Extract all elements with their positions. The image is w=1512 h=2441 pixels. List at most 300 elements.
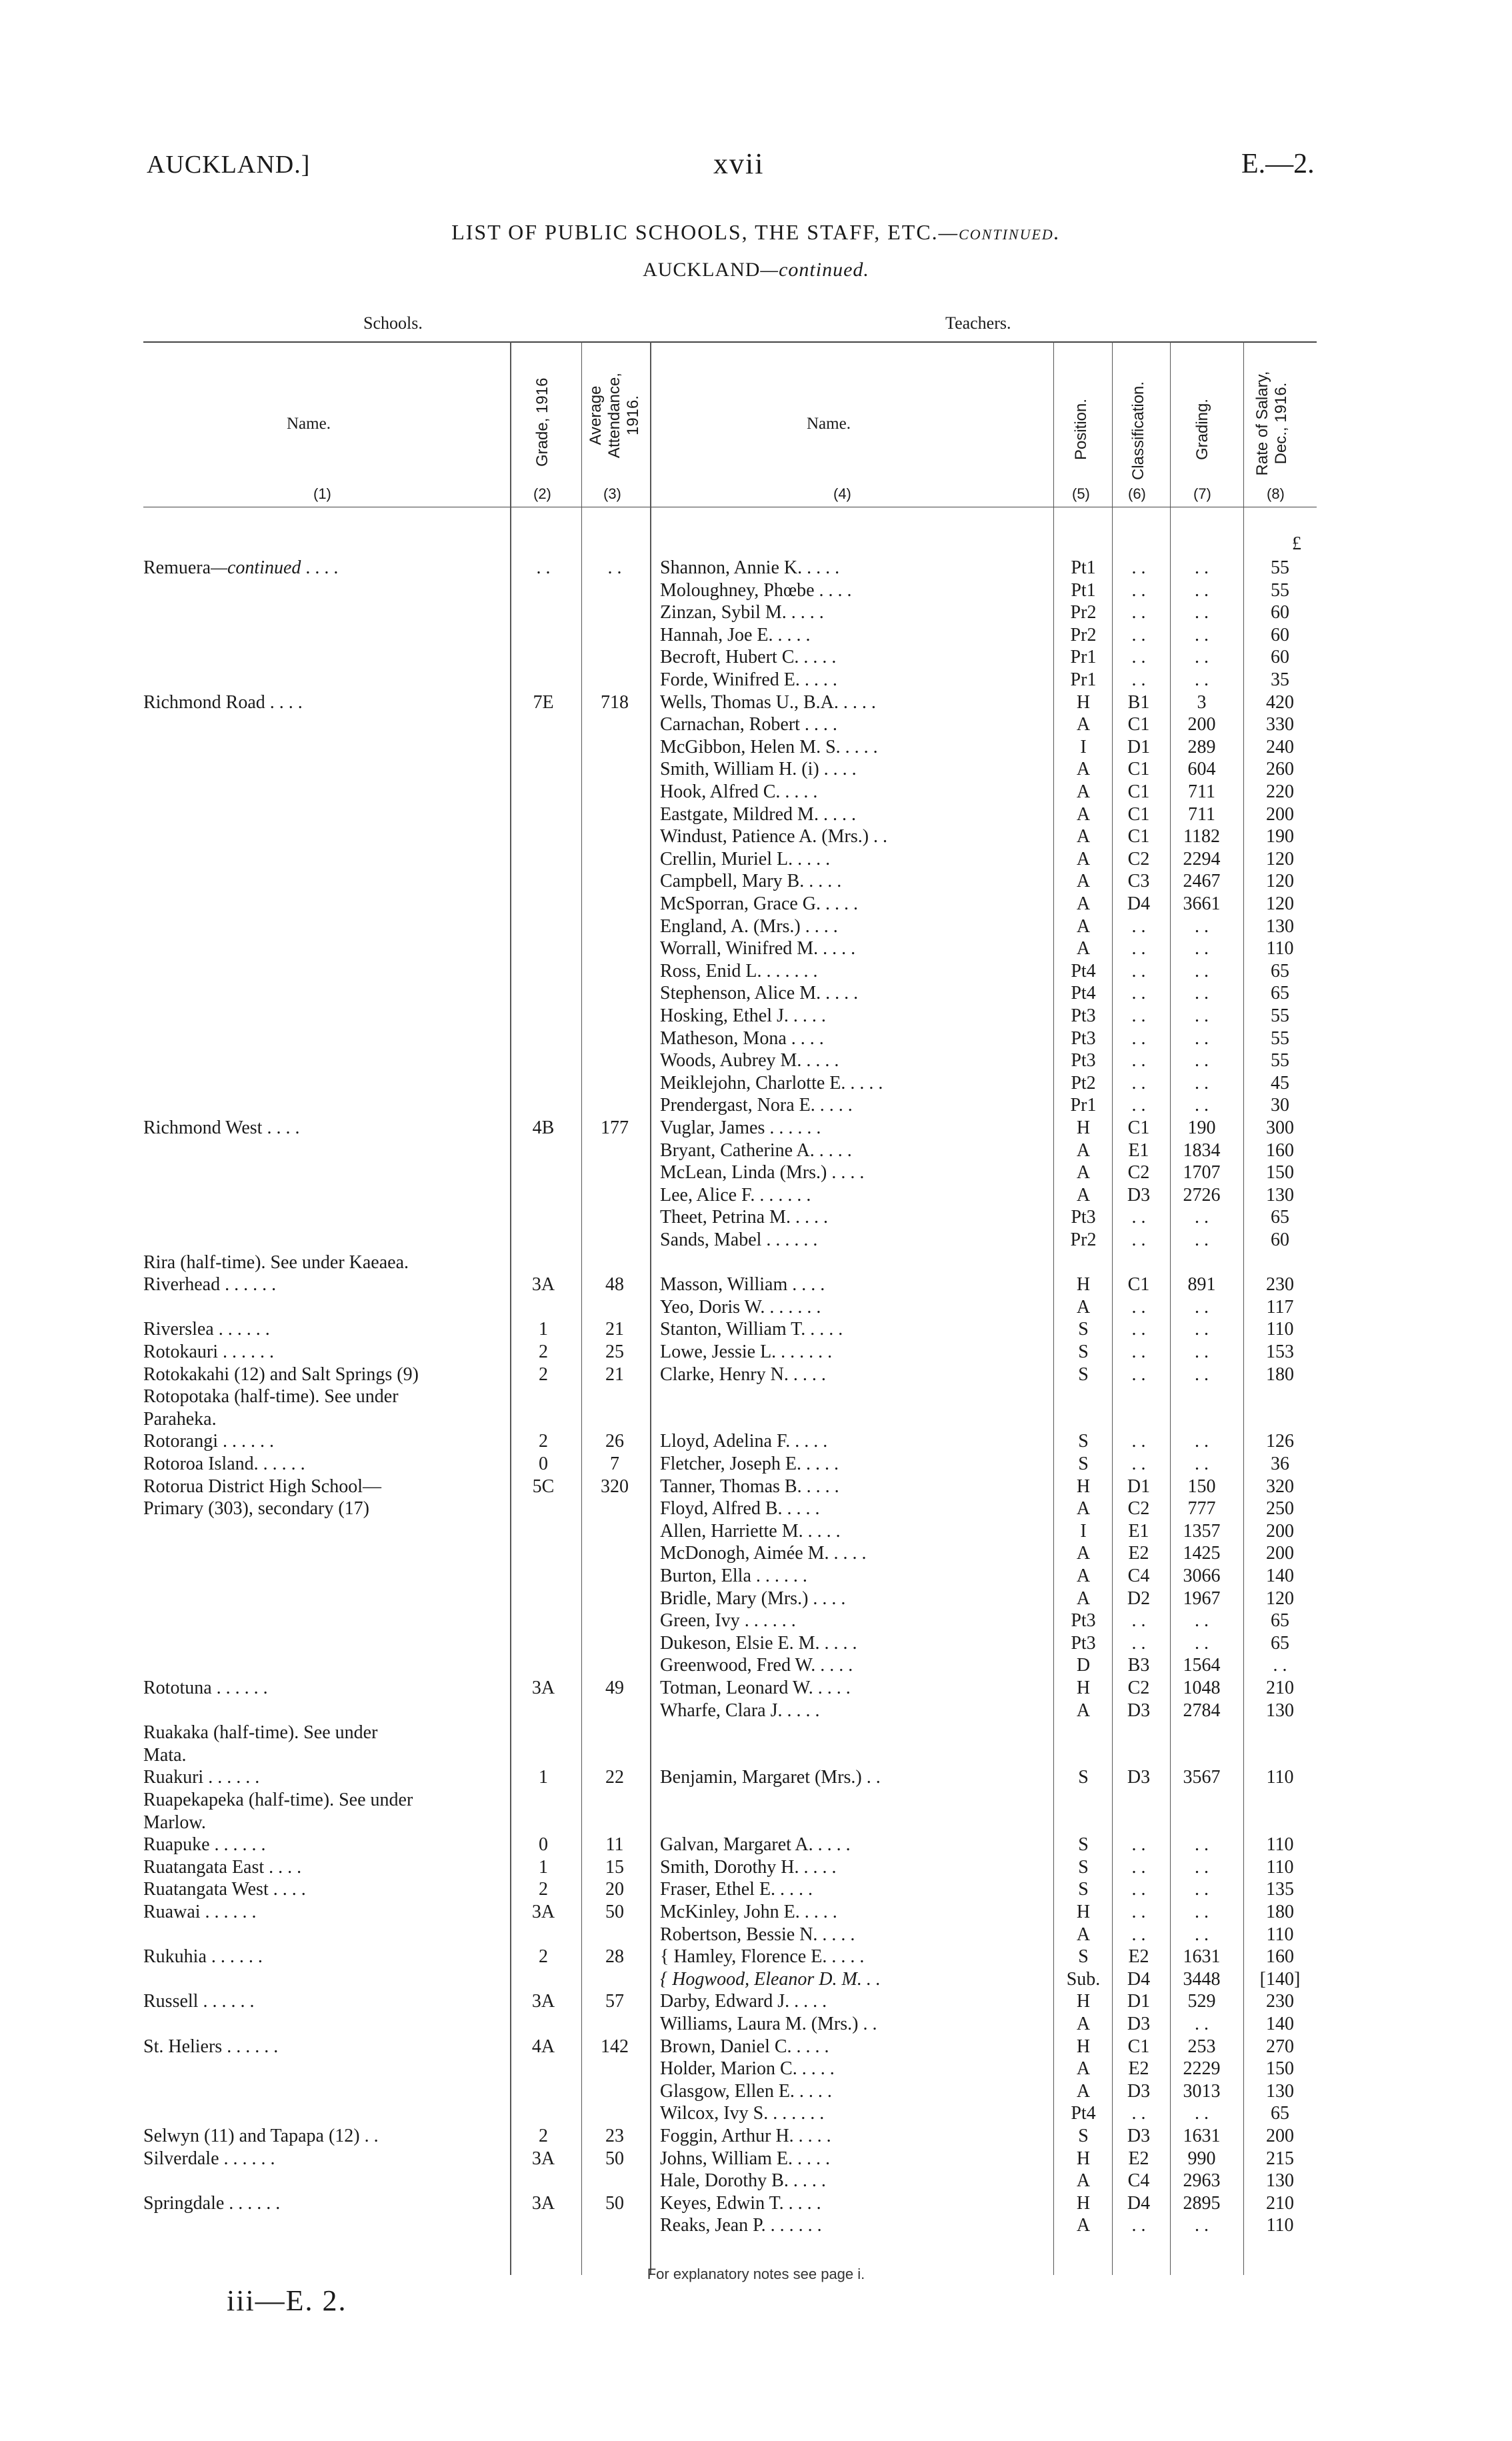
grading-cell: 711 — [1188, 781, 1215, 802]
table-row — [0, 2192, 1512, 2215]
teacher-name-cell: { Hogwood, Eleanor D. M. . . — [660, 1969, 881, 1990]
salary-cell: 130 — [1266, 2081, 1294, 2102]
salary-cell: 55 — [1271, 1028, 1289, 1049]
position-cell: A — [1076, 1588, 1091, 1609]
table-row — [0, 1654, 1512, 1677]
school-cell: Rotorua District High School— — [143, 1476, 381, 1497]
table-row — [0, 1856, 1512, 1879]
teacher-name-cell: { Hamley, Florence E. . . . . — [660, 1946, 865, 1967]
grade-cell: 2 — [539, 1342, 548, 1362]
teacher-name-cell: Sands, Mabel . . . . . . — [660, 1230, 818, 1250]
school-cell: Richmond Road . . . . — [143, 692, 303, 713]
table-row — [0, 669, 1512, 691]
teacher-name-cell: Stephenson, Alice M. . . . . — [660, 983, 859, 1003]
classification-cell: D1 — [1127, 737, 1151, 757]
teacher-name-cell: Foggin, Arthur H. . . . . — [660, 2126, 831, 2146]
table-row — [0, 601, 1512, 624]
grade-cell: 3A — [531, 1678, 555, 1698]
salary-cell: 260 — [1266, 759, 1294, 779]
attendance-cell: 142 — [601, 2036, 629, 2057]
teacher-name-cell: Hannah, Joe E. . . . . — [660, 625, 811, 645]
salary-cell: 140 — [1266, 1566, 1294, 1586]
salary-cell: 130 — [1266, 1700, 1294, 1721]
classification-cell: D3 — [1127, 1700, 1151, 1721]
attendance-cell: . . — [607, 557, 622, 578]
school-cell: Russell . . . . . . — [143, 1991, 255, 2012]
position-cell: Pt1 — [1071, 580, 1096, 601]
group-header-teachers: Teachers. — [945, 313, 1011, 333]
position-cell: Pt3 — [1071, 1005, 1096, 1026]
grading-cell: . . — [1195, 1050, 1209, 1071]
grading-cell: 1357 — [1183, 1521, 1221, 1542]
salary-cell: 190 — [1266, 826, 1294, 847]
grading-cell: 777 — [1187, 1498, 1216, 1519]
position-cell: A — [1076, 2058, 1091, 2079]
attendance-cell: 320 — [601, 1476, 629, 1497]
school-cell: Ruawai . . . . . . — [143, 1902, 257, 1922]
col-head-position: Position. — [1072, 398, 1090, 460]
col-head-grading: Grading. — [1193, 398, 1211, 460]
teacher-name-cell: Forde, Winifred E. . . . . — [660, 669, 837, 690]
grading-cell: . . — [1195, 1207, 1209, 1228]
table-row — [0, 1408, 1512, 1431]
subtitle-main: AUCKLAND — [643, 259, 761, 281]
position-cell: S — [1078, 1431, 1089, 1452]
classification-cell: C2 — [1127, 1162, 1150, 1183]
col-head-attendance: Average Attendance, 1916. — [587, 372, 642, 459]
col-num-6: (6) — [1128, 485, 1146, 502]
attendance-cell: 23 — [605, 2126, 624, 2146]
table-row — [0, 1206, 1512, 1229]
classification-cell: . . — [1131, 1028, 1146, 1049]
salary-cell: 200 — [1266, 1543, 1294, 1564]
position-cell: A — [1076, 781, 1091, 802]
salary-cell: 65 — [1271, 983, 1289, 1003]
grading-cell: 1631 — [1183, 2126, 1221, 2146]
col-head-teacher-name: Name. — [807, 415, 851, 433]
salary-cell: 200 — [1266, 2126, 1294, 2146]
grading-cell: 2229 — [1183, 2058, 1221, 2079]
col-num-8: (8) — [1267, 485, 1285, 502]
salary-cell: 160 — [1266, 1946, 1294, 1967]
teacher-name-cell: Brown, Daniel C. . . . . — [660, 2036, 829, 2057]
table-row — [0, 2013, 1512, 2036]
classification-cell: . . — [1131, 1834, 1146, 1855]
teacher-name-cell: Carnachan, Robert . . . . — [660, 714, 837, 735]
teacher-name-cell: Dukeson, Elsie E. M. . . . . — [660, 1633, 857, 1654]
school-cell: Ruakaka (half-time). See under — [143, 1722, 378, 1743]
salary-cell: 230 — [1266, 1274, 1294, 1295]
footer-signature: iii—E. 2. — [227, 2284, 347, 2317]
table-row — [0, 1274, 1512, 1296]
position-cell: S — [1078, 1454, 1089, 1474]
classification-cell: . . — [1131, 1610, 1146, 1631]
grade-cell: 2 — [539, 1431, 548, 1452]
col-head-salary: Rate of Salary, Dec., 1916. — [1253, 371, 1290, 476]
salary-cell: 110 — [1266, 1767, 1294, 1788]
position-cell: S — [1078, 1364, 1089, 1385]
teacher-name-cell: McDonogh, Aimée M. . . . . — [660, 1543, 867, 1564]
salary-cell: 330 — [1266, 714, 1294, 735]
table-row — [0, 1610, 1512, 1632]
salary-cell: 30 — [1271, 1095, 1289, 1115]
grade-cell: 2 — [539, 1879, 548, 1900]
teacher-name-cell: Ross, Enid L. . . . . . . — [660, 961, 818, 981]
classification-cell: D3 — [1127, 2081, 1151, 2102]
teacher-name-cell: McKinley, John E. . . . . — [660, 1902, 837, 1922]
grading-cell: . . — [1195, 1364, 1209, 1385]
position-cell: S — [1078, 1879, 1089, 1900]
table-row — [0, 2148, 1512, 2170]
grading-cell: . . — [1195, 1028, 1209, 1049]
grading-cell: 891 — [1187, 1274, 1216, 1295]
teacher-name-cell: Green, Ivy . . . . . . — [660, 1610, 796, 1631]
table-row — [0, 1789, 1512, 1812]
classification-cell: D2 — [1127, 1588, 1151, 1609]
table-row — [0, 646, 1512, 669]
table-row — [0, 1296, 1512, 1319]
school-cell: Rototuna . . . . . . — [143, 1678, 268, 1698]
salary-cell: 117 — [1266, 1297, 1294, 1318]
salary-cell: . . — [1273, 1655, 1287, 1676]
table-row — [0, 1252, 1512, 1274]
table-row — [0, 758, 1512, 781]
teacher-name-cell: Wilcox, Ivy S. . . . . . . — [660, 2103, 825, 2124]
grading-cell: . . — [1195, 602, 1209, 623]
table-row — [0, 736, 1512, 759]
grading-cell: 1631 — [1183, 1946, 1221, 1967]
title-continued: —continued. — [938, 220, 1061, 244]
salary-cell: 210 — [1266, 2193, 1294, 2214]
teacher-name-cell: Benjamin, Margaret (Mrs.) . . — [660, 1767, 881, 1788]
position-cell: A — [1076, 893, 1091, 914]
position-cell: Pt1 — [1071, 557, 1096, 578]
school-cell: Rotokauri . . . . . . — [143, 1342, 274, 1362]
grading-cell: 253 — [1187, 2036, 1216, 2057]
group-header-schools: Schools. — [363, 313, 423, 333]
teacher-name-cell: Clarke, Henry N. . . . . — [660, 1364, 826, 1385]
position-cell: A — [1076, 1924, 1091, 1945]
grading-cell: . . — [1195, 1633, 1209, 1654]
col-head-school-name: Name. — [287, 415, 331, 433]
grading-cell: . . — [1195, 647, 1209, 667]
grading-cell: 3448 — [1183, 1969, 1221, 1990]
grade-cell: 2 — [539, 1946, 548, 1967]
grading-cell: 604 — [1187, 759, 1216, 779]
salary-cell: 65 — [1271, 1610, 1289, 1631]
classification-cell: . . — [1131, 1364, 1146, 1385]
table-row — [0, 1520, 1512, 1543]
salary-cell: 250 — [1266, 1498, 1294, 1519]
grade-cell: 2 — [539, 2126, 548, 2146]
teacher-name-cell: Matheson, Mona . . . . — [660, 1028, 824, 1049]
grading-cell: 1967 — [1183, 1588, 1221, 1609]
table-row — [0, 1744, 1512, 1767]
grading-cell: . . — [1195, 1230, 1209, 1250]
table-row — [0, 781, 1512, 803]
grade-cell: 4B — [532, 1117, 555, 1138]
grading-cell: . . — [1195, 1879, 1209, 1900]
grading-cell: . . — [1195, 1095, 1209, 1115]
classification-cell: . . — [1131, 1050, 1146, 1071]
classification-cell: E2 — [1128, 1946, 1149, 1967]
attendance-cell: 177 — [601, 1117, 629, 1138]
school-cell: Primary (303), secondary (17) — [143, 1498, 370, 1519]
position-cell: H — [1076, 1991, 1091, 2012]
position-cell: A — [1076, 804, 1091, 825]
attendance-cell: 11 — [605, 1834, 624, 1855]
salary-cell: 230 — [1266, 1991, 1294, 2012]
teacher-name-cell: Crellin, Muriel L. . . . . — [660, 849, 831, 869]
attendance-cell: 718 — [601, 692, 629, 713]
table-row — [0, 1453, 1512, 1476]
salary-cell: 220 — [1266, 781, 1294, 802]
col-head-classification: Classification. — [1129, 381, 1147, 480]
school-cell: Remuera—continued . . . . — [143, 557, 339, 578]
classification-cell: . . — [1131, 647, 1146, 667]
attendance-cell: 7 — [610, 1454, 619, 1474]
attendance-cell: 28 — [605, 1946, 624, 1967]
teacher-name-cell: Vuglar, James . . . . . . — [660, 1117, 821, 1138]
teacher-name-cell: Smith, William H. (i) . . . . — [660, 759, 857, 779]
salary-cell: 65 — [1271, 2103, 1289, 2124]
teacher-name-cell: Burton, Ella . . . . . . — [660, 1566, 807, 1586]
teacher-name-cell: Allen, Harriette M. . . . . — [660, 1521, 841, 1542]
grading-cell: 1182 — [1183, 826, 1220, 847]
classification-cell: . . — [1131, 602, 1146, 623]
classification-cell: . . — [1131, 1207, 1146, 1228]
salary-cell: 55 — [1271, 1050, 1289, 1071]
teacher-name-cell: Wells, Thomas U., B.A. . . . . — [660, 692, 876, 713]
attendance-cell: 50 — [605, 1902, 624, 1922]
school-cell: St. Heliers . . . . . . — [143, 2036, 279, 2057]
grading-cell: 2895 — [1183, 2193, 1221, 2214]
salary-cell: 150 — [1266, 1162, 1294, 1183]
school-cell: Silverdale . . . . . . — [143, 2148, 275, 2169]
teacher-name-cell: Johns, William E. . . . . — [660, 2148, 831, 2169]
grading-cell: . . — [1195, 625, 1209, 645]
table-row — [0, 1049, 1512, 1072]
table-row — [0, 2102, 1512, 2125]
classification-cell: . . — [1131, 938, 1146, 959]
school-cell: Mata. — [143, 1745, 187, 1766]
grading-cell: . . — [1195, 2215, 1209, 2236]
teacher-name-cell: McSporran, Grace G. . . . . — [660, 893, 859, 914]
table-row — [0, 557, 1512, 579]
salary-cell: 60 — [1271, 1230, 1289, 1250]
school-cell: Springdale . . . . . . — [143, 2193, 281, 2214]
salary-cell: 110 — [1266, 938, 1294, 959]
grading-cell: . . — [1195, 1319, 1209, 1340]
salary-cell: 110 — [1266, 1924, 1294, 1945]
table-row — [0, 870, 1512, 893]
grading-cell: . . — [1195, 1342, 1209, 1362]
table-row — [0, 1341, 1512, 1364]
school-cell: Rotokakahi (12) and Salt Springs (9) — [143, 1364, 419, 1385]
grading-cell: 3066 — [1183, 1566, 1221, 1586]
position-cell: D — [1076, 1655, 1091, 1676]
col-head-grade: Grade, 1916 — [533, 377, 551, 467]
classification-cell: C2 — [1127, 1498, 1150, 1519]
table-row — [0, 1117, 1512, 1139]
grading-cell: 3567 — [1183, 1767, 1221, 1788]
classification-cell: . . — [1131, 1924, 1146, 1945]
table-row — [0, 1901, 1512, 1924]
salary-cell: 160 — [1266, 1140, 1294, 1161]
teacher-name-cell: Becroft, Hubert C. . . . . — [660, 647, 837, 667]
classification-cell: D4 — [1127, 2193, 1151, 2214]
position-cell: S — [1078, 1342, 1089, 1362]
teacher-name-cell: McGibbon, Helen M. S. . . . . — [660, 737, 878, 757]
table-row — [0, 1072, 1512, 1095]
classification-cell: B1 — [1127, 692, 1150, 713]
position-cell: Pt3 — [1071, 1610, 1096, 1631]
position-cell: H — [1076, 1274, 1091, 1295]
grade-cell: 1 — [539, 1857, 548, 1878]
classification-cell: E1 — [1128, 1521, 1149, 1542]
grading-cell: 289 — [1187, 737, 1216, 757]
col-num-3: (3) — [603, 485, 621, 502]
teacher-name-cell: Theet, Petrina M. . . . . — [660, 1207, 828, 1228]
salary-cell: 270 — [1266, 2036, 1294, 2057]
salary-cell: 65 — [1271, 1633, 1289, 1654]
salary-cell: 35 — [1271, 669, 1289, 690]
classification-cell: C1 — [1127, 2036, 1150, 2057]
teacher-name-cell: Hook, Alfred C. . . . . — [660, 781, 818, 802]
teacher-name-cell: Lloyd, Adelina F. . . . . — [660, 1431, 828, 1452]
salary-cell: 45 — [1271, 1073, 1289, 1093]
position-cell: H — [1076, 2148, 1091, 2169]
grading-cell: . . — [1195, 1834, 1209, 1855]
position-cell: Pt2 — [1071, 1073, 1096, 1093]
table-row — [0, 1229, 1512, 1252]
school-cell: Rukuhia . . . . . . — [143, 1946, 263, 1967]
table-row — [0, 691, 1512, 714]
position-cell: Sub. — [1066, 1969, 1101, 1990]
school-cell: Ruapekapeka (half-time). See under — [143, 1790, 413, 1810]
grading-cell: . . — [1195, 1924, 1209, 1945]
attendance-cell: 15 — [605, 1857, 624, 1878]
attendance-cell: 57 — [605, 1991, 624, 2012]
position-cell: H — [1076, 1117, 1091, 1138]
teacher-name-cell: England, A. (Mrs.) . . . . — [660, 916, 838, 937]
grading-cell: . . — [1195, 557, 1209, 578]
teacher-name-cell: Fraser, Ethel E. . . . . — [660, 1879, 813, 1900]
school-cell: Rotorangi . . . . . . — [143, 1431, 274, 1452]
teacher-name-cell: Moloughney, Phœbe . . . . — [660, 580, 852, 601]
teacher-name-cell: Totman, Leonard W. . . . . — [660, 1678, 851, 1698]
teacher-name-cell: Worrall, Winifred M. . . . . — [660, 938, 856, 959]
teacher-name-cell: Hosking, Ethel J. . . . . — [660, 1005, 826, 1026]
classification-cell: C4 — [1127, 2170, 1150, 2191]
grading-cell: . . — [1195, 1297, 1209, 1318]
position-cell: S — [1078, 1767, 1089, 1788]
attendance-cell: 48 — [605, 1274, 624, 1295]
salary-cell: 60 — [1271, 625, 1289, 645]
school-cell: Rira (half-time). See under Kaeaea. — [143, 1252, 409, 1273]
classification-cell: . . — [1131, 1902, 1146, 1922]
teacher-name-cell: Robertson, Bessie N. . . . . — [660, 1924, 855, 1945]
table-row — [0, 2080, 1512, 2103]
classification-cell: C1 — [1127, 714, 1150, 735]
position-cell: Pt3 — [1071, 1028, 1096, 1049]
grade-cell: 2 — [539, 1364, 548, 1385]
attendance-cell: 21 — [605, 1319, 624, 1340]
classification-cell: . . — [1131, 1342, 1146, 1362]
table-row — [0, 937, 1512, 960]
attendance-cell: 26 — [605, 1431, 624, 1452]
table-row — [0, 1924, 1512, 1946]
salary-cell: 180 — [1266, 1902, 1294, 1922]
table-row — [0, 1542, 1512, 1565]
salary-cell: 110 — [1266, 1857, 1294, 1878]
salary-cell: 200 — [1266, 1521, 1294, 1542]
table-row — [0, 915, 1512, 938]
teacher-name-cell: Eastgate, Mildred M. . . . . — [660, 804, 856, 825]
table-row — [0, 1946, 1512, 1968]
teacher-name-cell: Holder, Marion C. . . . . — [660, 2058, 835, 2079]
classification-cell: E2 — [1128, 2058, 1149, 2079]
grading-cell: 1707 — [1183, 1162, 1221, 1183]
classification-cell: . . — [1131, 2103, 1146, 2124]
classification-cell: C3 — [1127, 871, 1150, 891]
position-cell: A — [1076, 1498, 1091, 1519]
table-row — [0, 1632, 1512, 1655]
salary-cell: 300 — [1266, 1117, 1294, 1138]
classification-cell: . . — [1131, 557, 1146, 578]
grading-cell: 3661 — [1183, 893, 1221, 914]
classification-cell: D3 — [1127, 1185, 1151, 1205]
position-cell: H — [1076, 2036, 1091, 2057]
salary-cell: 140 — [1266, 2014, 1294, 2034]
table-row — [0, 893, 1512, 915]
grading-cell: . . — [1195, 580, 1209, 601]
grading-cell: 1564 — [1183, 1655, 1221, 1676]
salary-cell: 55 — [1271, 580, 1289, 601]
salary-cell: 55 — [1271, 557, 1289, 578]
school-cell: Paraheka. — [143, 1409, 217, 1430]
classification-cell: . . — [1131, 1297, 1146, 1318]
grade-cell: 1 — [539, 1767, 548, 1788]
grading-cell: 150 — [1187, 1476, 1216, 1497]
position-cell: Pt3 — [1071, 1050, 1096, 1071]
position-cell: S — [1078, 1319, 1089, 1340]
position-cell: S — [1078, 1946, 1089, 1967]
school-cell: Selwyn (11) and Tapapa (12) . . — [143, 2126, 379, 2146]
teacher-name-cell: Williams, Laura M. (Mrs.) . . — [660, 2014, 877, 2034]
grading-cell: 2963 — [1183, 2170, 1221, 2191]
teacher-name-cell: Zinzan, Sybil M. . . . . — [660, 602, 824, 623]
table-row — [0, 2058, 1512, 2080]
salary-cell: 240 — [1266, 737, 1294, 757]
table-row — [0, 2125, 1512, 2148]
classification-cell: D3 — [1127, 2126, 1151, 2146]
table-row — [0, 1878, 1512, 1901]
salary-cell: 55 — [1271, 1005, 1289, 1026]
grading-cell: 3013 — [1183, 2081, 1221, 2102]
grading-cell: . . — [1195, 669, 1209, 690]
table-row — [0, 848, 1512, 871]
table-row — [0, 1766, 1512, 1789]
classification-cell: D3 — [1127, 2014, 1151, 2034]
salary-cell: 120 — [1266, 871, 1294, 891]
position-cell: A — [1076, 2014, 1091, 2034]
classification-cell: . . — [1131, 1005, 1146, 1026]
table-row — [0, 1094, 1512, 1117]
grading-cell: 190 — [1187, 1117, 1216, 1138]
position-cell: Pr2 — [1070, 1230, 1097, 1250]
table-row — [0, 1161, 1512, 1184]
